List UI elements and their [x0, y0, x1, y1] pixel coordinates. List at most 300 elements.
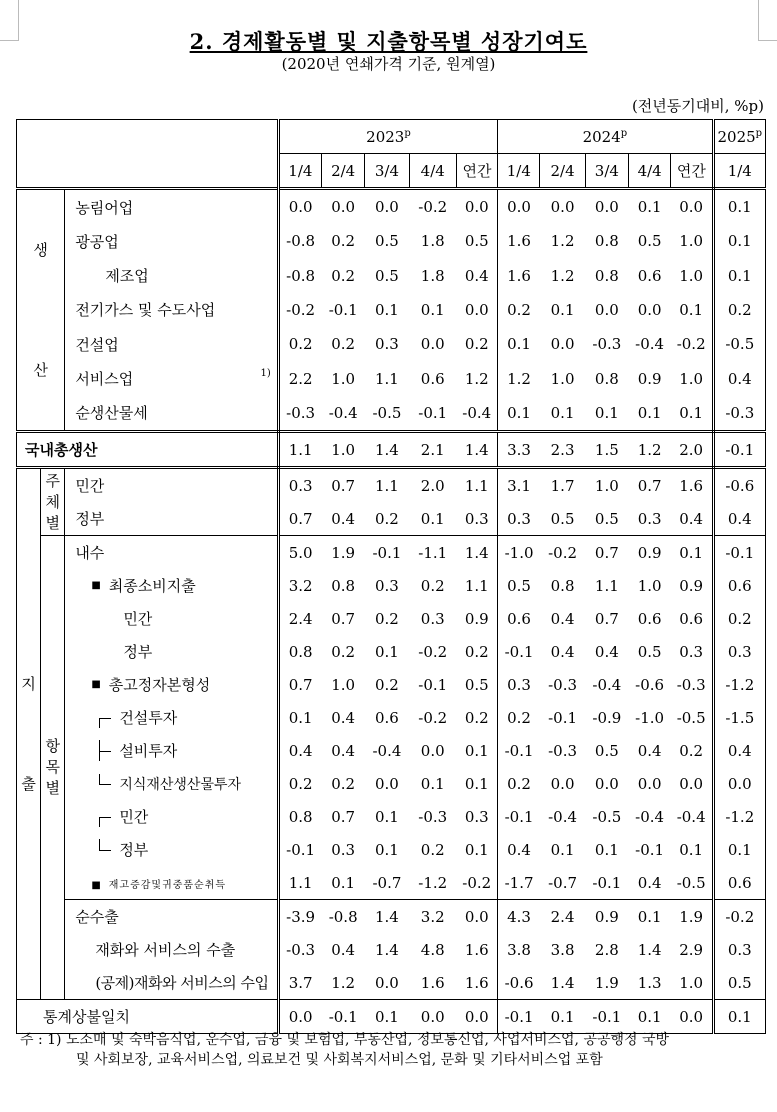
table-row: [17, 189, 766, 225]
value-cell: 0.1: [713, 224, 765, 258]
value-cell: 0.2: [420, 840, 445, 859]
row-label: 전기가스 및 수도사업: [65, 293, 278, 327]
value-cell: -0.5: [592, 807, 622, 826]
row-label: 통계상불일치: [17, 1000, 279, 1034]
header-blank-cell: [17, 120, 279, 189]
value-cell: 0.6: [713, 866, 765, 900]
value-cell: 0.0: [420, 741, 445, 760]
value-cell: 0.0: [507, 198, 531, 217]
value-cell: -0.1: [372, 543, 402, 562]
value-cell: -0.1: [409, 396, 456, 432]
table-row: [17, 1000, 766, 1034]
col-header: 1/4: [713, 154, 765, 189]
value-cell: -0.2: [713, 900, 765, 934]
value-cell: 3.7: [278, 966, 321, 1000]
value-cell: 0.3: [498, 502, 540, 536]
value-cell: 1.0: [671, 259, 713, 293]
footnote-ref: 1): [260, 368, 271, 379]
value-cell: -0.1: [504, 741, 534, 760]
value-cell: 3.8: [550, 940, 575, 959]
tree-connector: 건설투자: [119, 707, 268, 728]
value-cell: 0.1: [365, 1000, 409, 1034]
value-cell: 0.0: [365, 966, 409, 1000]
value-cell: 0.3: [507, 675, 531, 694]
row-label: 순생산물세: [65, 396, 278, 432]
bullet-icon: ■: [91, 580, 101, 591]
value-cell: -0.2: [286, 300, 316, 319]
value-cell: 2.3: [540, 432, 585, 468]
row-label: [65, 701, 278, 734]
row-label: 정부: [65, 502, 278, 536]
value-cell: 0.6: [375, 708, 399, 727]
value-cell: -0.4: [635, 807, 665, 826]
value-cell: 0.2: [375, 675, 399, 694]
value-cell: -0.5: [671, 701, 713, 734]
value-cell: 0.0: [456, 189, 497, 225]
table-row: [17, 259, 766, 293]
value-cell: 1.6: [409, 966, 456, 1000]
table-row: [17, 734, 766, 767]
value-cell: 1.9: [671, 900, 713, 934]
value-cell: 0.1: [375, 642, 399, 661]
value-cell: -0.1: [504, 642, 534, 661]
value-cell: 1.2: [322, 966, 365, 1000]
group-by-agent-label: 주체별: [41, 468, 65, 536]
value-cell: 0.1: [671, 396, 713, 432]
value-cell: 0.0: [456, 1000, 497, 1034]
value-cell: 0.3: [671, 635, 713, 668]
table-row: [17, 602, 766, 635]
col-header: 2/4: [322, 154, 365, 189]
row-label: 제조업: [65, 259, 278, 293]
value-cell: 0.1: [671, 293, 713, 327]
value-cell: 0.2: [456, 701, 497, 734]
value-cell: 1.9: [585, 966, 628, 1000]
value-cell: -0.3: [548, 675, 578, 694]
value-cell: 0.9: [456, 602, 497, 635]
value-cell: -0.1: [286, 840, 316, 859]
value-cell: 0.3: [375, 335, 399, 354]
value-cell: 0.4: [594, 642, 619, 661]
value-cell: 0.6: [713, 569, 765, 602]
value-cell: 3.8: [507, 940, 531, 959]
value-cell: 0.1: [550, 300, 575, 319]
table-row: [17, 966, 766, 1000]
value-cell: 0.4: [456, 259, 497, 293]
value-cell: 0.5: [507, 576, 531, 595]
value-cell: 0.9: [594, 907, 619, 926]
tree-connector: 설비투자: [119, 740, 268, 761]
row-label: ■ 총고정자본형성: [65, 668, 278, 701]
value-cell: 0.8: [594, 232, 619, 251]
value-cell: 0.1: [456, 767, 497, 800]
value-cell: 1.4: [540, 966, 585, 1000]
value-cell: -0.3: [278, 396, 321, 432]
value-cell: 0.1: [456, 833, 497, 866]
value-cell: 0.5: [375, 266, 399, 285]
value-cell: 1.9: [331, 543, 356, 562]
value-cell: -0.6: [498, 966, 540, 1000]
row-label: [65, 734, 278, 767]
value-cell: 1.1: [375, 476, 399, 495]
tree-connector: 민간: [119, 806, 268, 827]
value-cell: -1.2: [713, 800, 765, 833]
value-cell: 0.2: [331, 266, 356, 285]
table-row: [17, 327, 766, 361]
value-cell: 0.5: [456, 224, 497, 258]
value-cell: 0.1: [409, 502, 456, 536]
value-cell: 1.0: [550, 369, 575, 388]
table-row: [17, 293, 766, 327]
value-cell: 0.0: [375, 774, 399, 793]
value-cell: 0.3: [420, 609, 445, 628]
value-cell: 0.1: [375, 300, 399, 319]
value-cell: 1.4: [456, 432, 497, 468]
value-cell: -1.5: [713, 701, 765, 734]
value-cell: 1.1: [375, 369, 399, 388]
value-cell: 0.0: [550, 774, 575, 793]
value-cell: -0.2: [418, 198, 448, 217]
group-production-label: 생산: [17, 189, 65, 432]
value-cell: 1.1: [456, 569, 497, 602]
value-cell: 0.6: [637, 609, 662, 628]
value-cell: 0.3: [456, 800, 497, 833]
col-header: 3/4: [585, 154, 628, 189]
row-label: 민간: [65, 602, 278, 635]
row-label: ■ 재고증감및귀중품순취득: [65, 866, 278, 900]
value-cell: 0.1: [420, 300, 445, 319]
value-cell: 0.8: [288, 807, 313, 826]
value-cell: 0.9: [637, 543, 662, 562]
value-cell: -0.1: [585, 866, 628, 900]
value-cell: 4.3: [507, 907, 531, 926]
col-header: 3/4: [365, 154, 409, 189]
value-cell: 0.8: [594, 266, 619, 285]
value-cell: 0.2: [331, 335, 356, 354]
value-cell: 2.1: [409, 432, 456, 468]
value-cell: 0.4: [637, 741, 662, 760]
value-cell: 0.2: [507, 774, 531, 793]
value-cell: -0.6: [713, 468, 765, 503]
value-cell: 0.0: [456, 293, 497, 327]
value-cell: 0.4: [507, 840, 531, 859]
table-row: [17, 900, 766, 934]
value-cell: 0.0: [278, 1000, 321, 1034]
value-cell: 1.2: [550, 266, 575, 285]
value-cell: 0.1: [594, 840, 619, 859]
row-label: [65, 767, 278, 800]
value-cell: 0.7: [637, 476, 662, 495]
value-cell: 0.1: [507, 335, 531, 354]
value-cell: -0.3: [548, 741, 578, 760]
row-label: 내수: [65, 536, 278, 570]
table-row: [17, 767, 766, 800]
value-cell: 0.1: [498, 396, 540, 432]
value-cell: 0.3: [629, 502, 671, 536]
value-cell: -0.1: [322, 1000, 365, 1034]
value-cell: -0.7: [365, 866, 409, 900]
table-row: [17, 224, 766, 258]
value-cell: 0.1: [713, 189, 765, 225]
value-cell: -0.5: [365, 396, 409, 432]
value-cell: 1.4: [365, 432, 409, 468]
value-cell: -0.1: [585, 1000, 628, 1034]
table-row: [17, 833, 766, 866]
year-2024-header: 2024$^p$: [498, 120, 713, 154]
value-cell: 0.5: [375, 232, 399, 251]
bullet-icon: ■: [91, 879, 101, 891]
value-cell: 3.2: [420, 907, 445, 926]
col-header: 1/4: [498, 154, 540, 189]
value-cell: -0.1: [328, 300, 358, 319]
value-cell: 1.2: [550, 232, 575, 251]
value-cell: 0.4: [713, 502, 765, 536]
value-cell: 0.0: [671, 767, 713, 800]
value-cell: 1.6: [507, 266, 531, 285]
col-header: 4/4: [629, 154, 671, 189]
value-cell: 0.2: [456, 327, 497, 361]
value-cell: -0.3: [671, 668, 713, 701]
table-row: [17, 468, 766, 503]
table-row: [17, 933, 766, 966]
value-cell: 0.1: [540, 1000, 585, 1034]
value-cell: 1.0: [594, 476, 619, 495]
value-cell: 2.4: [288, 609, 313, 628]
table-subtitle: (2020년 연쇄가격 기준, 원계열): [281, 55, 496, 73]
value-cell: 0.7: [594, 543, 619, 562]
value-cell: 0.1: [288, 708, 313, 727]
value-cell: 0.3: [331, 840, 356, 859]
value-cell: -0.1: [418, 675, 448, 694]
value-cell: 1.6: [671, 468, 713, 503]
value-cell: 1.8: [420, 232, 445, 251]
value-cell: 0.1: [585, 396, 628, 432]
value-cell: 0.7: [594, 609, 619, 628]
value-cell: 5.0: [288, 543, 313, 562]
value-cell: -0.3: [286, 940, 316, 959]
value-cell: -0.8: [328, 907, 358, 926]
value-cell: 0.1: [540, 396, 585, 432]
value-cell: 0.4: [713, 361, 765, 395]
value-cell: 1.4: [375, 907, 399, 926]
value-cell: 0.0: [594, 300, 619, 319]
row-label: 농림어업: [65, 189, 278, 225]
value-cell: 0.1: [375, 807, 399, 826]
value-cell: -1.7: [498, 866, 540, 900]
value-cell: 1.6: [456, 933, 497, 966]
value-cell: -0.9: [592, 708, 622, 727]
value-cell: 0.1: [629, 396, 671, 432]
value-cell: -1.2: [409, 866, 456, 900]
row-label: 광공업: [65, 224, 278, 258]
value-cell: 0.1: [550, 840, 575, 859]
value-cell: 0.9: [637, 369, 662, 388]
group-expenditure-label: 지출: [17, 468, 41, 1000]
value-cell: -0.2: [456, 866, 497, 900]
value-cell: 0.7: [331, 476, 356, 495]
value-cell: 0.5: [637, 642, 662, 661]
value-cell: 1.0: [331, 369, 356, 388]
value-cell: 0.5: [585, 502, 628, 536]
tree-connector: 정부: [119, 839, 268, 860]
row-label: 민간: [65, 468, 278, 503]
value-cell: 2.2: [288, 369, 313, 388]
value-cell: 0.6: [507, 609, 531, 628]
value-cell: 0.1: [713, 1000, 765, 1034]
value-cell: 3.1: [507, 476, 531, 495]
value-cell: -0.2: [548, 543, 578, 562]
table-row: [17, 569, 766, 602]
value-cell: -0.4: [548, 807, 578, 826]
value-cell: 2.0: [671, 432, 713, 468]
value-cell: 0.0: [671, 1000, 713, 1034]
col-header: 연간: [671, 154, 713, 189]
value-cell: 0.1: [637, 198, 662, 217]
value-cell: 2.9: [671, 933, 713, 966]
value-cell: 0.4: [550, 609, 575, 628]
value-cell: 0.1: [671, 833, 713, 866]
value-cell: 1.4: [637, 940, 662, 959]
value-cell: 0.1: [456, 734, 497, 767]
value-cell: 0.7: [331, 609, 356, 628]
value-cell: -0.4: [322, 396, 365, 432]
footnote-line-1: 주 : 1) 도소매 및 숙박음식업, 운수업, 금융 및 보험업, 부동산업, 정보통신업, 사업서비스업, 공공행정 국방: [20, 1032, 670, 1048]
col-header: 연간: [456, 154, 497, 189]
value-cell: 0.0: [420, 335, 445, 354]
value-cell: 0.3: [713, 635, 765, 668]
row-label: 국내총생산: [17, 432, 279, 468]
value-cell: -0.8: [286, 232, 316, 251]
row-label: ■ 최종소비지출: [65, 569, 278, 602]
value-cell: 0.8: [331, 576, 356, 595]
value-cell: -1.2: [713, 668, 765, 701]
table-row: [17, 701, 766, 734]
value-cell: 0.1: [671, 536, 713, 570]
value-cell: 0.6: [637, 266, 662, 285]
value-cell: -1.0: [504, 543, 534, 562]
footnote: [20, 1030, 770, 1070]
value-cell: 1.1: [278, 432, 321, 468]
value-cell: 1.5: [585, 432, 628, 468]
value-cell: 0.3: [375, 576, 399, 595]
value-cell: 1.1: [594, 576, 619, 595]
value-cell: -0.8: [286, 266, 316, 285]
value-cell: 0.4: [550, 642, 575, 661]
value-cell: 0.6: [671, 602, 713, 635]
value-cell: 0.0: [409, 1000, 456, 1034]
tree-connector: 지식재산생산물투자: [119, 774, 276, 794]
value-cell: -1.0: [635, 708, 665, 727]
value-cell: 0.2: [365, 502, 409, 536]
value-cell: 0.2: [288, 335, 313, 354]
value-cell: -0.4: [592, 675, 622, 694]
value-cell: 0.1: [629, 1000, 671, 1034]
value-cell: 1.0: [671, 361, 713, 395]
row-label: 재화와 서비스의 수출: [65, 933, 278, 966]
header-years-row: [17, 120, 766, 154]
value-cell: -0.1: [548, 708, 578, 727]
table-row: [17, 536, 766, 570]
value-cell: -1.1: [418, 543, 448, 562]
value-cell: 0.5: [637, 232, 662, 251]
value-cell: -0.1: [498, 1000, 540, 1034]
footnote-line-2: 및 사회보장, 교육서비스업, 의료보건 및 사회복지서비스업, 문화 및 기타서비스업 포함: [76, 1052, 603, 1068]
table-row: [17, 800, 766, 833]
value-cell: 0.4: [331, 708, 356, 727]
value-cell: 1.0: [671, 966, 713, 1000]
year-2023-header: 2023$^p$: [278, 120, 497, 154]
value-cell: 3.2: [288, 576, 313, 595]
row-label: [65, 833, 278, 866]
value-cell: 4.8: [420, 940, 445, 959]
row-label: (공제)재화와 서비스의 수입: [65, 966, 278, 1000]
value-cell: 1.0: [322, 432, 365, 468]
value-cell: 0.0: [550, 335, 575, 354]
value-cell: -0.3: [418, 807, 448, 826]
value-cell: 0.8: [594, 369, 619, 388]
value-cell: -0.1: [635, 840, 665, 859]
value-cell: -0.3: [713, 396, 765, 432]
value-cell: 0.5: [713, 966, 765, 1000]
value-cell: -0.1: [713, 432, 765, 468]
table-row: [17, 361, 766, 395]
value-cell: 0.0: [550, 198, 575, 217]
value-cell: 0.1: [713, 259, 765, 293]
value-cell: 0.3: [456, 502, 497, 536]
value-cell: -0.2: [418, 642, 448, 661]
value-cell: 0.1: [420, 774, 445, 793]
row-label-text: 서비스업: [75, 370, 134, 388]
value-cell: 0.0: [594, 774, 619, 793]
value-cell: 0.3: [288, 476, 313, 495]
value-cell: 0.6: [420, 369, 445, 388]
value-cell: 2.0: [420, 476, 445, 495]
value-cell: -0.4: [456, 396, 497, 432]
col-header: 4/4: [409, 154, 456, 189]
table-row: [17, 396, 766, 432]
table-row: [17, 668, 766, 701]
row-label: 정부: [65, 635, 278, 668]
bullet-icon: ■: [91, 679, 101, 690]
value-cell: -0.2: [418, 708, 448, 727]
value-cell: 0.3: [713, 933, 765, 966]
table-row: [17, 432, 766, 468]
value-cell: 0.4: [629, 866, 671, 900]
value-cell: -0.1: [504, 807, 534, 826]
value-cell: 1.3: [629, 966, 671, 1000]
value-cell: 0.7: [288, 675, 313, 694]
value-cell: 0.0: [331, 198, 356, 217]
col-header: 1/4: [278, 154, 321, 189]
value-cell: 0.1: [375, 840, 399, 859]
group-by-item-label: 항목별: [41, 536, 65, 1000]
value-cell: -0.5: [671, 866, 713, 900]
col-header: 2/4: [540, 154, 585, 189]
table-row: [17, 866, 766, 900]
value-cell: 0.2: [331, 232, 356, 251]
value-cell: 1.2: [629, 432, 671, 468]
row-label: 순수출: [65, 900, 278, 934]
row-label: [65, 361, 278, 395]
value-cell: 1.1: [278, 866, 321, 900]
value-cell: 0.4: [713, 734, 765, 767]
value-cell: 1.0: [331, 675, 356, 694]
value-cell: 0.8: [288, 642, 313, 661]
value-cell: 0.2: [507, 300, 531, 319]
value-cell: 0.7: [331, 807, 356, 826]
value-cell: -0.6: [635, 675, 665, 694]
value-cell: 0.0: [288, 198, 313, 217]
